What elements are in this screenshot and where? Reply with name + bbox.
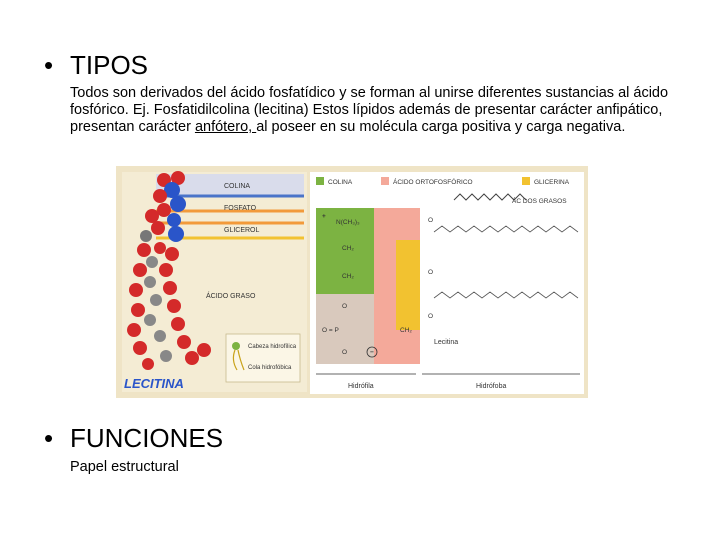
label-hidrofoba: Hidrófoba — [476, 383, 507, 390]
formula-o-2: O — [428, 269, 434, 276]
formula-choline-3: CH₂ — [342, 273, 354, 280]
legend-swatch-colina — [316, 177, 324, 185]
heading-tipos — [44, 50, 148, 80]
bullet: • — [44, 50, 54, 80]
charge-minus: − — [370, 349, 374, 356]
lecithin-figure — [116, 166, 588, 398]
label-hidrofila: Hidrófila — [348, 383, 374, 390]
formula-ch2: CH₂ — [400, 327, 412, 334]
label-colina: COLINA — [224, 183, 251, 190]
heading-text: TIPOS — [70, 50, 149, 80]
inset-head-icon — [232, 342, 240, 350]
legend-swatch-glicerina — [522, 177, 530, 185]
formula-choline-1: N(CH₃)₃ — [336, 219, 360, 226]
glicerina-block — [396, 240, 420, 330]
paragraph-text-end: al poseer en su molécula carga positiva y carga negativa. — [256, 119, 626, 135]
bullet: • — [44, 423, 54, 453]
lecitina-label: Lecitina — [434, 339, 459, 346]
formula-phosphate-3: O — [342, 349, 348, 356]
formula-o-3: O — [428, 313, 434, 320]
legend-acido: ÁCIDO ORTOFOSFÓRICO — [393, 179, 473, 186]
legend-swatch-acido — [381, 177, 389, 185]
label-fosfato: FOSFATO — [224, 205, 257, 212]
paragraph-funciones: Papel estructural — [70, 459, 179, 475]
inset-head-label: Cabeza hidrofílica — [248, 344, 297, 350]
label-acido-graso: ÁCIDO GRASO — [206, 293, 256, 300]
paragraph-tipos — [70, 85, 685, 136]
formula-phosphate-2: O = P — [322, 327, 339, 334]
charge-plus: + — [322, 213, 326, 220]
inset-box — [226, 334, 300, 382]
figure-title: LECITINA — [124, 376, 184, 391]
label-glicerol: GLICEROL — [224, 227, 260, 234]
formula-o-1: O — [428, 217, 434, 224]
formula-phosphate-1: O — [342, 303, 348, 310]
inset-tail-label: Cola hidrofóbica — [248, 365, 292, 371]
legend-glicerina: GLICERINA — [534, 179, 570, 186]
heading-text: FUNCIONES — [70, 423, 224, 453]
heading-funciones — [44, 423, 223, 453]
formula-choline-2: CH₂ — [342, 245, 354, 252]
paragraph-text: Todos son derivados del ácido fosfatídico y se forman al unirse diferentes sustancias al ácido fosfórico. Ej. Fosfatidilcolina (lecitina) Estos lípidos además de presentar carácter anfipático, presentan carácter — [70, 85, 669, 135]
chain-label: ÁC DOS GRASOS — [512, 198, 567, 205]
legend-colina: COLINA — [328, 179, 353, 186]
underlined-term: anfótero, — [194, 119, 257, 135]
